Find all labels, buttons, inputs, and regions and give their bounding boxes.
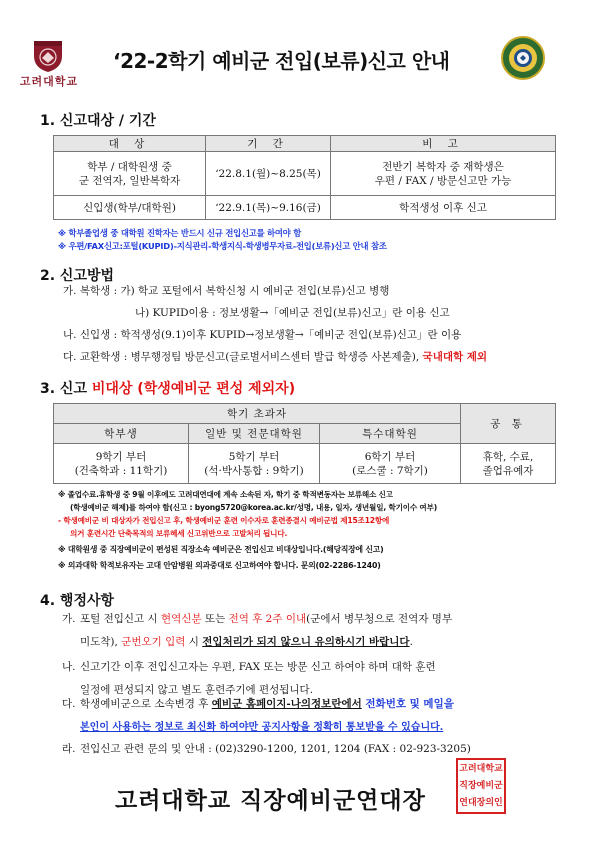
note: 의거 훈련시간 단축목적의 보류혜세 신고위반으로 고발처리 됩니다.	[70, 529, 288, 538]
table-cell: 학부 / 대학원생 중 군 전역자, 일반복학자	[54, 152, 206, 196]
note: ※ 의과대학 학적보유자는 고대 안암병원 의과중대로 신고하여야 합니다. 문의(02-2286-1240)	[58, 561, 381, 570]
admin-item: 라. 전입신고 관련 문의 및 안내 : (02)3290-1200, 1201, 1204 (FAX : 02-923-3205)	[62, 743, 471, 755]
note: - 학생예비군 비 대상자가 전입신고 후, 학생예비군 훈련 이수자로 훈련종결시 예비군법 제15조12항에	[58, 516, 390, 525]
admin-item: 나. 신고기간 이후 전입신고자는 우편, FAX 또는 방문 신고 하여야 하며 대학 훈련 일정에 편성되지 않고 별도 훈련주기에 편성됩니다.	[62, 661, 436, 696]
page-title: ‘22-2학기 예비군 전입(보류)신고 안내	[113, 49, 450, 73]
official-seal: 고려대학교 직장예비군 연대장의인	[456, 758, 506, 814]
note: ※ 학부졸업생 중 대학원 진학자는 반드시 신규 전입신고를 하여야 함	[58, 228, 302, 238]
note: (학생예비군 해제)를 하여야 함(신고 : byong5720@korea.ac.kr/성명, 내용, 일자, 생년월일, 학기이수 여부)	[70, 503, 437, 512]
table-header: 학기 초과자	[54, 404, 461, 424]
method-line: 가. 복학생 : 가) 학교 포털에서 복학신청 시 예비군 전입(보류)신고 병행	[63, 285, 390, 297]
table-header: 대 상	[54, 136, 206, 152]
table-cell: 휴학, 수료, 졸업유예자	[461, 444, 556, 484]
table-cell: 9학기 부터 (건축학과 : 11학기)	[54, 444, 189, 484]
table-cell: 전반기 복학자 중 재학생은 우편 / FAX / 방문신고만 가능	[331, 152, 556, 196]
section3-heading: 3. 신고 비대상 (학생예비군 편성 제외자)	[40, 381, 296, 397]
section1-heading: 1. 신고대상 / 기간	[40, 113, 156, 129]
method-line: 나) KUPID이용 : 정보생활→「예비군 전입(보류)신고」란 이용 신고	[135, 307, 450, 319]
table-header: 기 간	[206, 136, 331, 152]
period-table	[53, 135, 556, 220]
note: ※ 우편/FAX신고:포털(KUPID)-지식관리-학생지식-학생병무자료-전입(보류)신고 안내 참조	[58, 241, 387, 251]
table-cell: 학적생성 이후 신고	[331, 196, 556, 220]
table-cell: ‘22.8.1(월)~8.25(목)	[206, 152, 331, 196]
table-cell: 6학기 부터 (로스쿨 : 7학기)	[320, 444, 461, 484]
note: ※ 졸업수료.휴학생 중 9월 이후에도 고려대연대에 계속 소속된 자, 학기 중 학적변동자는 보류해소 신고	[58, 490, 393, 499]
admin-item: 가. 포털 전입신고 시 현역신분 또는 전역 후 2주 이내(군에서 병무청으로 전역자 명부 미도착), 군번오기 입력 시 전입처리가 되지 않으니 유의하시기 바랍니다.	[62, 613, 453, 648]
exclusion-table	[53, 403, 556, 484]
table-header: 일반 및 전문대학원	[189, 424, 320, 444]
korea-university-logo-icon	[30, 38, 66, 74]
method-line: 나. 신입생 : 학적생성(9.1)이후 KUPID→정보생활→「예비군 전입(보류)신고」란 이용	[63, 329, 462, 341]
table-header: 비 고	[331, 136, 556, 152]
table-cell: ‘22.9.1(목)~9.16(금)	[206, 196, 331, 220]
note: ※ 대학원생 중 직장예비군이 편성된 직장소속 예비군은 전입신고 비대상입니다.(해당직장에 신고)	[58, 545, 384, 554]
reserve-forces-emblem-icon	[500, 35, 546, 81]
table-header: 공 통	[461, 404, 556, 444]
table-header: 학부생	[54, 424, 189, 444]
section4-heading: 4. 행정사항	[40, 593, 115, 609]
table-header: 특수대학원	[320, 424, 461, 444]
logo-text: 고려대학교	[19, 75, 79, 88]
admin-item: 다. 학생예비군으로 소속변경 후 예비군 홈페이지-나의정보란에서 전화번호 및 메일을 본인이 사용하는 정보로 최신화 하여야만 공지사항을 정확히 통보받을 수 있습니다.	[62, 698, 454, 733]
section2-heading: 2. 신고방법	[40, 268, 115, 284]
method-line: 다. 교환학생 : 병무행정팀 방문신고(글로벌서비스센터 발급 학생증 사본제출), 국내대학 제외	[63, 351, 488, 363]
table-cell: 신입생(학부/대학원)	[54, 196, 206, 220]
table-cell: 5학기 부터 (석·박사통합 : 9학기)	[189, 444, 320, 484]
footer-signature: 고려대학교 직장예비군연대장	[115, 787, 426, 814]
